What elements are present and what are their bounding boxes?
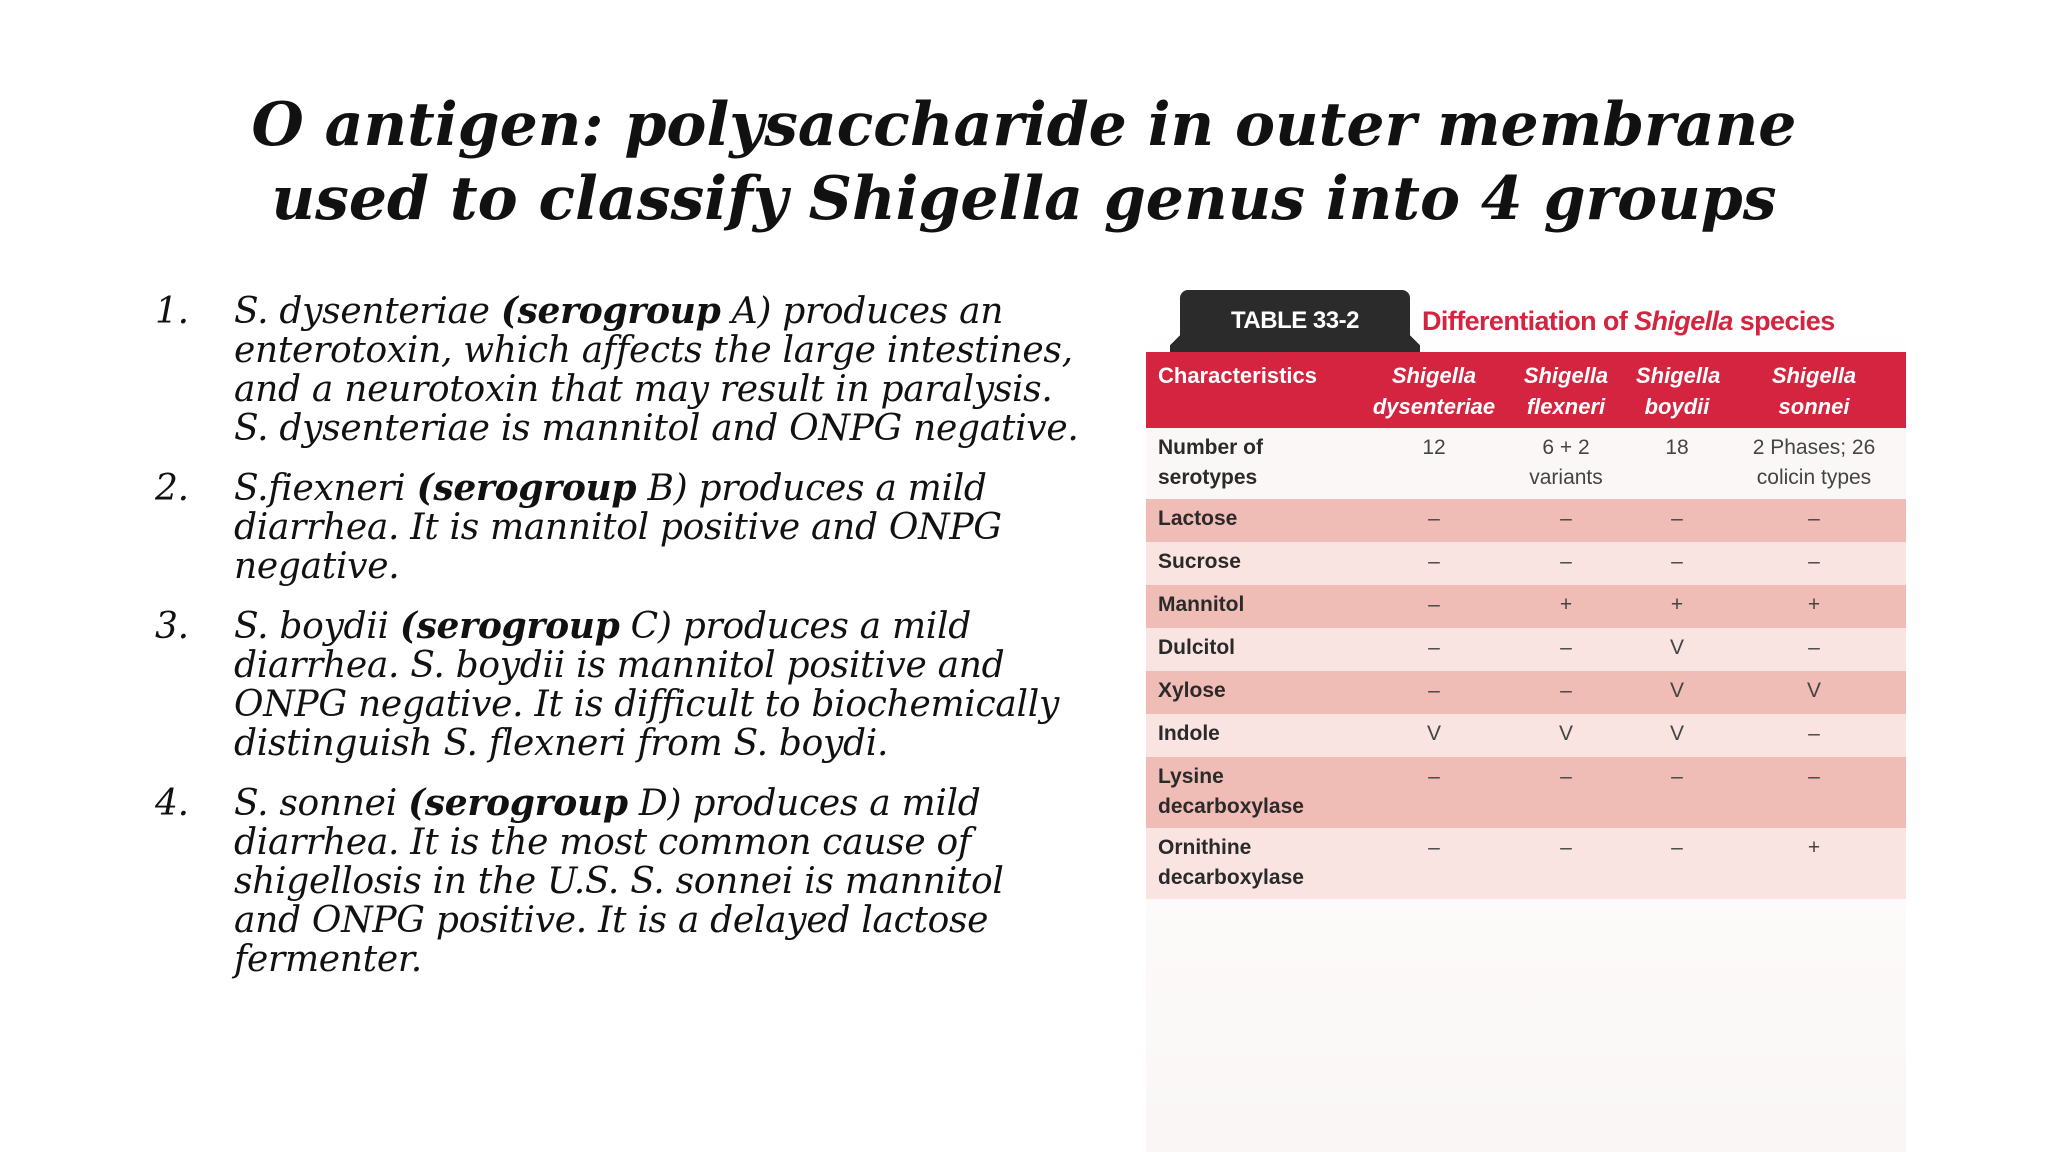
header-epithet: dysenteriae [1372,394,1496,419]
cell-value: – [1428,550,1440,573]
header-genus: Shigella [1523,363,1609,388]
cell-value: – [1428,593,1440,616]
slide-title-line-1: O antigen: polysaccharide in outer membrane [251,90,1797,160]
description-text: B) produces a mild diarrhea. It is mannitol positive and ONPG negative. [234,468,1002,587]
list-item-serogroup-a [150,292,1080,448]
column-header-characteristics: Characteristics [1146,352,1368,428]
description-text: A) produces an enterotoxin, which affects the large intestines, and a neurotoxin that may result in paralysis. S. dysenteriae is mannitol and ONPG negative. [234,291,1079,449]
cell-value: – [1428,679,1440,702]
list-number: 4. [155,783,189,824]
cell-value: – [1808,722,1820,745]
table-cell [1368,757,1500,828]
cell-value: – [1808,550,1820,573]
table-cell [1500,628,1632,671]
table-cell [1632,585,1722,628]
list-number: 3. [155,606,189,647]
table-cell [1632,428,1722,499]
table-cell [1632,714,1722,757]
cell-value: – [1808,507,1820,530]
serogroup-label: (serogroup [416,467,637,509]
cell-value: – [1560,836,1572,859]
cell-value: – [1428,765,1440,788]
cell-value: 18 [1665,436,1689,459]
description-text: D) produces a mild diarrhea. It is the most common cause of shigellosis in the U.S. S. sonnei is mannitol and ONPG positive. It is a delayed lactose fermenter. [234,783,1004,980]
list-number: 2. [155,468,189,509]
cell-value: + [1559,593,1573,616]
table-cell [1500,757,1632,828]
serogroup-list [150,292,1080,1000]
cell-value: + [1807,593,1821,616]
table-cell [1722,428,1906,499]
row-label [1146,585,1368,628]
table-cell [1368,714,1500,757]
table-cell [1368,671,1500,714]
table-cell [1722,628,1906,671]
table-cell [1632,671,1722,714]
table-cell [1368,585,1500,628]
table-cell [1500,585,1632,628]
table-cell [1722,585,1906,628]
table-cell [1722,757,1906,828]
table-cell [1500,714,1632,757]
cell-value: – [1671,765,1683,788]
table-row-serotypes [1146,428,1906,499]
table-cell [1368,499,1500,542]
header-genus: Shigella [1771,363,1857,388]
table-cell [1632,499,1722,542]
cell-value: V [1426,722,1441,745]
table-cell [1500,499,1632,542]
cell-value: – [1560,507,1572,530]
differentiation-table [1146,352,1906,899]
table-cell [1722,714,1906,757]
table-cell [1632,628,1722,671]
cell-value: – [1428,836,1440,859]
table-cell [1722,542,1906,585]
row-label-line: Lactose [1158,507,1238,530]
slide-title [100,88,1948,236]
list-item-serogroup-d [150,784,1080,979]
table-row-xylose [1146,671,1906,714]
species-text: S. dysenteriae [234,291,501,332]
column-header-flexneri [1500,352,1632,428]
cell-value: – [1560,765,1572,788]
table-cell [1632,828,1722,899]
table-cell [1632,542,1722,585]
header-genus: Shigella [1391,363,1477,388]
row-label [1146,499,1368,542]
cell-value: – [1428,507,1440,530]
cell-value: V [1669,636,1684,659]
row-label [1146,628,1368,671]
cell-value: – [1560,550,1572,573]
table-cell [1500,671,1632,714]
cell-value: + [1807,836,1821,859]
table-cell [1722,828,1906,899]
row-label [1146,671,1368,714]
row-label-line: decarboxylase [1158,866,1304,889]
cell-value: V [1558,722,1573,745]
table-caption [1422,306,1835,337]
row-label-line: serotypes [1158,466,1258,489]
table-row-lactose [1146,499,1906,542]
species-text: S. sonnei [234,783,409,824]
header-epithet: flexneri [1526,394,1606,419]
table-cell [1722,499,1906,542]
column-header-boydii [1632,352,1722,428]
row-label [1146,828,1368,899]
column-header-sonnei [1722,352,1906,428]
description-text: C) produces a mild diarrhea. S. boydii is mannitol positive and ONPG negative. It is difficult to biochemically distinguish S. flexneri from S. boydi. [234,606,1060,764]
caption-text-end: species [1732,306,1835,336]
cell-value: 12 [1422,436,1446,459]
shigella-differentiation-table-figure [1146,286,1906,1152]
species-text: S. boydii [234,606,400,647]
table-row-sucrose [1146,542,1906,585]
header-epithet: sonnei [1778,394,1850,419]
cell-value: V [1806,679,1821,702]
table-row-ornithine-decarboxylase [1146,828,1906,899]
table-row-mannitol [1146,585,1906,628]
serogroup-label: (serogroup [500,290,721,332]
list-number: 1. [155,291,189,332]
row-label-line: Mannitol [1158,593,1245,616]
table-row-indole [1146,714,1906,757]
cell-value: – [1560,679,1572,702]
row-label-line: Xylose [1158,679,1226,702]
table-cell [1500,828,1632,899]
list-item-serogroup-b [150,469,1080,586]
row-label [1146,757,1368,828]
cell-value: – [1560,636,1572,659]
table-number-badge: TABLE 33-2 [1180,290,1410,352]
row-label [1146,428,1368,499]
cell-value: – [1671,507,1683,530]
cell-value: – [1428,636,1440,659]
serogroup-label: (serogroup [399,605,620,647]
slide-title-line-2: used to classify Shigella genus into 4 groups [271,164,1777,234]
cell-value: colicin types [1756,466,1872,489]
table-header-row [1146,352,1906,428]
caption-genus: Shigella [1634,306,1733,336]
list-item-serogroup-c [150,607,1080,763]
row-label-line: Dulcitol [1158,636,1235,659]
row-label-line: decarboxylase [1158,795,1304,818]
cell-value: V [1669,722,1684,745]
table-cell [1500,428,1632,499]
table-cell [1368,828,1500,899]
header-epithet: boydii [1644,394,1710,419]
cell-value: – [1671,836,1683,859]
cell-value: – [1808,765,1820,788]
caption-text-start: Differentiation of [1422,306,1635,336]
table-cell [1368,628,1500,671]
cell-value: – [1808,636,1820,659]
table-row-dulcitol [1146,628,1906,671]
table-cell [1632,757,1722,828]
row-label [1146,542,1368,585]
cell-value: – [1671,550,1683,573]
row-label-line: Number of [1158,436,1263,459]
table-cell [1368,542,1500,585]
row-label-line: Indole [1158,722,1220,745]
cell-value: variants [1529,466,1603,489]
row-label [1146,714,1368,757]
cell-value: 6 + 2 [1542,436,1590,459]
header-genus: Shigella [1636,363,1721,388]
table-cell [1722,671,1906,714]
table-row-lysine-decarboxylase [1146,757,1906,828]
serogroup-label: (serogroup [408,782,628,824]
row-label-line: Ornithine [1158,836,1252,859]
row-label-line: Sucrose [1158,550,1241,573]
row-label-line: Lysine [1158,765,1224,788]
cell-value: + [1670,593,1684,616]
cell-value: 2 Phases; 26 [1752,436,1876,459]
cell-value: V [1669,679,1684,702]
column-header-dysenteriae [1368,352,1500,428]
species-text: S.fiexneri [234,468,417,509]
table-cell [1368,428,1500,499]
table-cell [1500,542,1632,585]
